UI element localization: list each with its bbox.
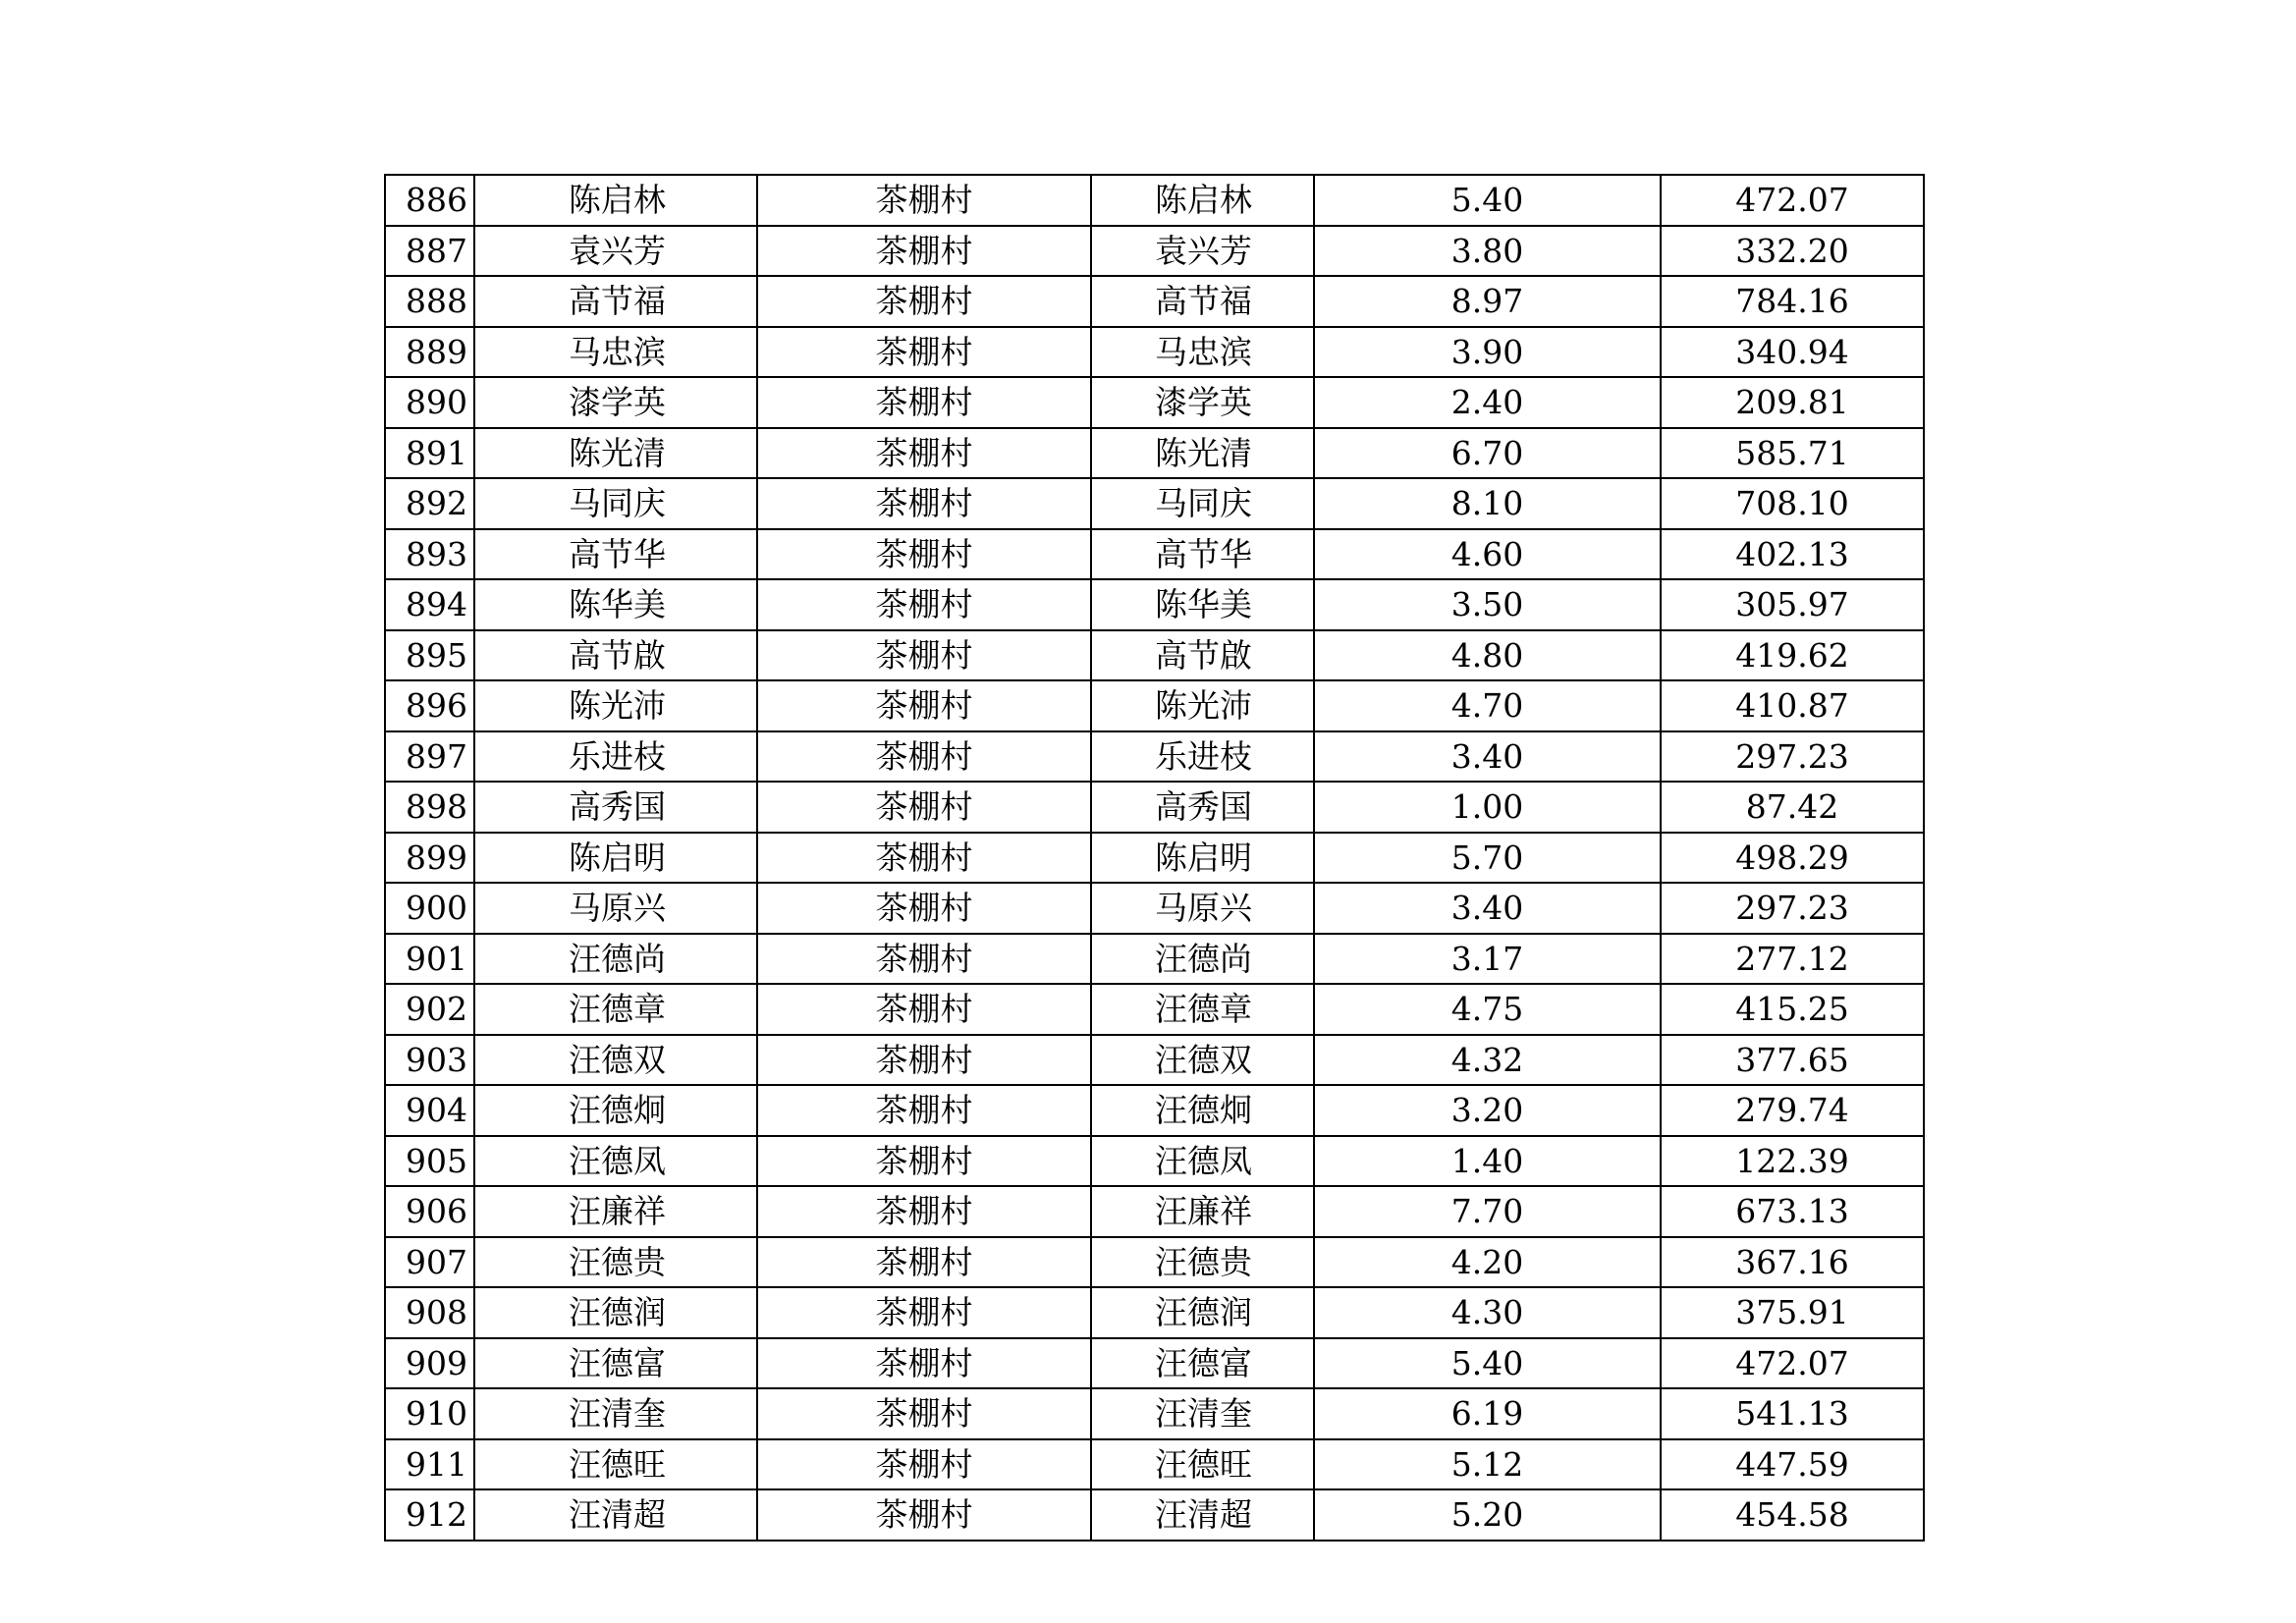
table-row [385, 731, 1924, 783]
village-cell: 茶棚村 [757, 1388, 1091, 1439]
farmer-name-cell: 汪清奎 [474, 1388, 757, 1439]
row-number-cell: 901 [385, 934, 474, 985]
amount-cell: 332.20 [1661, 226, 1924, 277]
area-cell: 3.40 [1314, 731, 1661, 783]
farmer-name-cell: 乐进枝 [474, 731, 757, 783]
amount-cell: 340.94 [1661, 327, 1924, 378]
payee-name-cell: 袁兴芳 [1091, 226, 1314, 277]
payee-name-cell: 汪廉祥 [1091, 1186, 1314, 1237]
amount-cell: 541.13 [1661, 1388, 1924, 1439]
amount-cell: 277.12 [1661, 934, 1924, 985]
village-cell: 茶棚村 [757, 428, 1091, 479]
table-row [385, 1338, 1924, 1389]
village-cell: 茶棚村 [757, 327, 1091, 378]
village-cell: 茶棚村 [757, 529, 1091, 580]
area-cell: 5.40 [1314, 175, 1661, 226]
payee-name-cell: 漆学英 [1091, 377, 1314, 428]
area-cell: 3.17 [1314, 934, 1661, 985]
table-row [385, 1237, 1924, 1288]
farmer-name-cell: 汪德炯 [474, 1085, 757, 1136]
amount-cell: 498.29 [1661, 833, 1924, 884]
village-cell: 茶棚村 [757, 984, 1091, 1035]
village-cell: 茶棚村 [757, 1085, 1091, 1136]
amount-cell: 410.87 [1661, 680, 1924, 731]
payee-name-cell: 汪清奎 [1091, 1388, 1314, 1439]
area-cell: 6.19 [1314, 1388, 1661, 1439]
table-row [385, 1287, 1924, 1338]
payee-name-cell: 马忠滨 [1091, 327, 1314, 378]
row-number-cell: 894 [385, 579, 474, 630]
farmer-name-cell: 马原兴 [474, 883, 757, 934]
area-cell: 5.70 [1314, 833, 1661, 884]
village-cell: 茶棚村 [757, 1439, 1091, 1490]
farmer-name-cell: 汪德尚 [474, 934, 757, 985]
farmer-name-cell: 高节华 [474, 529, 757, 580]
village-cell: 茶棚村 [757, 1338, 1091, 1389]
row-number-cell: 893 [385, 529, 474, 580]
farmer-name-cell: 汪德章 [474, 984, 757, 1035]
area-cell: 3.90 [1314, 327, 1661, 378]
payee-name-cell: 高节华 [1091, 529, 1314, 580]
payee-name-cell: 汪德贵 [1091, 1237, 1314, 1288]
area-cell: 1.00 [1314, 782, 1661, 833]
amount-cell: 415.25 [1661, 984, 1924, 1035]
payee-name-cell: 汪德章 [1091, 984, 1314, 1035]
area-cell: 3.20 [1314, 1085, 1661, 1136]
amount-cell: 305.97 [1661, 579, 1924, 630]
payee-name-cell: 高节福 [1091, 276, 1314, 327]
area-cell: 4.80 [1314, 630, 1661, 681]
row-number-cell: 895 [385, 630, 474, 681]
payee-name-cell: 陈启林 [1091, 175, 1314, 226]
row-number-cell: 902 [385, 984, 474, 1035]
village-cell: 茶棚村 [757, 731, 1091, 783]
amount-cell: 377.65 [1661, 1035, 1924, 1086]
row-number-cell: 903 [385, 1035, 474, 1086]
village-cell: 茶棚村 [757, 1489, 1091, 1541]
table-row [385, 377, 1924, 428]
row-number-cell: 896 [385, 680, 474, 731]
area-cell: 4.32 [1314, 1035, 1661, 1086]
farmer-name-cell: 高节福 [474, 276, 757, 327]
farmer-name-cell: 陈光清 [474, 428, 757, 479]
farmer-name-cell: 陈启林 [474, 175, 757, 226]
payee-name-cell: 陈光沛 [1091, 680, 1314, 731]
area-cell: 4.60 [1314, 529, 1661, 580]
farmer-name-cell: 袁兴芳 [474, 226, 757, 277]
village-cell: 茶棚村 [757, 1035, 1091, 1086]
table-row [385, 1085, 1924, 1136]
village-cell: 茶棚村 [757, 175, 1091, 226]
amount-cell: 419.62 [1661, 630, 1924, 681]
payee-name-cell: 马原兴 [1091, 883, 1314, 934]
table-row [385, 529, 1924, 580]
row-number-cell: 887 [385, 226, 474, 277]
amount-cell: 297.23 [1661, 883, 1924, 934]
payee-name-cell: 汪德炯 [1091, 1085, 1314, 1136]
amount-cell: 784.16 [1661, 276, 1924, 327]
area-cell: 3.50 [1314, 579, 1661, 630]
village-cell: 茶棚村 [757, 478, 1091, 529]
farmer-name-cell: 汪德旺 [474, 1439, 757, 1490]
row-number-cell: 906 [385, 1186, 474, 1237]
row-number-cell: 897 [385, 731, 474, 783]
row-number-cell: 905 [385, 1136, 474, 1187]
amount-cell: 367.16 [1661, 1237, 1924, 1288]
amount-cell: 708.10 [1661, 478, 1924, 529]
table-row [385, 175, 1924, 226]
table-row [385, 782, 1924, 833]
payee-name-cell: 汪清超 [1091, 1489, 1314, 1541]
village-cell: 茶棚村 [757, 1237, 1091, 1288]
row-number-cell: 910 [385, 1388, 474, 1439]
amount-cell: 454.58 [1661, 1489, 1924, 1541]
area-cell: 3.40 [1314, 883, 1661, 934]
amount-cell: 472.07 [1661, 1338, 1924, 1389]
amount-cell: 447.59 [1661, 1439, 1924, 1490]
table-row [385, 478, 1924, 529]
village-cell: 茶棚村 [757, 226, 1091, 277]
row-number-cell: 898 [385, 782, 474, 833]
farmer-name-cell: 陈光沛 [474, 680, 757, 731]
payee-name-cell: 汪德双 [1091, 1035, 1314, 1086]
village-cell: 茶棚村 [757, 680, 1091, 731]
row-number-cell: 908 [385, 1287, 474, 1338]
village-cell: 茶棚村 [757, 934, 1091, 985]
area-cell: 8.97 [1314, 276, 1661, 327]
table-row [385, 276, 1924, 327]
row-number-cell: 892 [385, 478, 474, 529]
payee-name-cell: 汪德富 [1091, 1338, 1314, 1389]
row-number-cell: 891 [385, 428, 474, 479]
payee-name-cell: 马同庆 [1091, 478, 1314, 529]
village-cell: 茶棚村 [757, 1186, 1091, 1237]
payee-name-cell: 汪德尚 [1091, 934, 1314, 985]
area-cell: 3.80 [1314, 226, 1661, 277]
table-row [385, 579, 1924, 630]
village-cell: 茶棚村 [757, 883, 1091, 934]
row-number-cell: 900 [385, 883, 474, 934]
area-cell: 2.40 [1314, 377, 1661, 428]
row-number-cell: 890 [385, 377, 474, 428]
amount-cell: 279.74 [1661, 1085, 1924, 1136]
farmer-name-cell: 漆学英 [474, 377, 757, 428]
table-row [385, 630, 1924, 681]
area-cell: 5.40 [1314, 1338, 1661, 1389]
row-number-cell: 886 [385, 175, 474, 226]
table-row [385, 1136, 1924, 1187]
village-cell: 茶棚村 [757, 1136, 1091, 1187]
payee-name-cell: 高秀国 [1091, 782, 1314, 833]
amount-cell: 673.13 [1661, 1186, 1924, 1237]
farmer-name-cell: 高节啟 [474, 630, 757, 681]
village-cell: 茶棚村 [757, 1287, 1091, 1338]
table-row [385, 680, 1924, 731]
amount-cell: 122.39 [1661, 1136, 1924, 1187]
row-number-cell: 907 [385, 1237, 474, 1288]
farmer-name-cell: 陈启明 [474, 833, 757, 884]
area-cell: 4.70 [1314, 680, 1661, 731]
amount-cell: 585.71 [1661, 428, 1924, 479]
amount-cell: 209.81 [1661, 377, 1924, 428]
payee-name-cell: 陈启明 [1091, 833, 1314, 884]
table-row [385, 1388, 1924, 1439]
table-row [385, 934, 1924, 985]
row-number-cell: 904 [385, 1085, 474, 1136]
table-row [385, 833, 1924, 884]
village-cell: 茶棚村 [757, 276, 1091, 327]
farmer-name-cell: 汪清超 [474, 1489, 757, 1541]
table-row [385, 1439, 1924, 1490]
payee-name-cell: 陈华美 [1091, 579, 1314, 630]
farmer-name-cell: 汪德润 [474, 1287, 757, 1338]
amount-cell: 472.07 [1661, 175, 1924, 226]
row-number-cell: 911 [385, 1439, 474, 1490]
table-row [385, 1186, 1924, 1237]
payee-name-cell: 乐进枝 [1091, 731, 1314, 783]
village-cell: 茶棚村 [757, 833, 1091, 884]
payee-name-cell: 汪德凤 [1091, 1136, 1314, 1187]
village-cell: 茶棚村 [757, 579, 1091, 630]
amount-cell: 402.13 [1661, 529, 1924, 580]
area-cell: 4.30 [1314, 1287, 1661, 1338]
farmer-name-cell: 高秀国 [474, 782, 757, 833]
row-number-cell: 909 [385, 1338, 474, 1389]
table-row [385, 1035, 1924, 1086]
table-row [385, 226, 1924, 277]
amount-cell: 375.91 [1661, 1287, 1924, 1338]
table-row [385, 1489, 1924, 1541]
farmer-name-cell: 汪德凤 [474, 1136, 757, 1187]
row-number-cell: 899 [385, 833, 474, 884]
amount-cell: 297.23 [1661, 731, 1924, 783]
area-cell: 4.75 [1314, 984, 1661, 1035]
area-cell: 4.20 [1314, 1237, 1661, 1288]
table-row [385, 984, 1924, 1035]
payee-name-cell: 高节啟 [1091, 630, 1314, 681]
table-row [385, 327, 1924, 378]
farmer-name-cell: 汪德富 [474, 1338, 757, 1389]
table-body [385, 175, 1924, 1541]
area-cell: 6.70 [1314, 428, 1661, 479]
row-number-cell: 889 [385, 327, 474, 378]
area-cell: 1.40 [1314, 1136, 1661, 1187]
area-cell: 8.10 [1314, 478, 1661, 529]
farmer-name-cell: 汪廉祥 [474, 1186, 757, 1237]
farmer-name-cell: 汪德双 [474, 1035, 757, 1086]
area-cell: 5.12 [1314, 1439, 1661, 1490]
payee-name-cell: 汪德润 [1091, 1287, 1314, 1338]
table-row [385, 428, 1924, 479]
subsidy-table [384, 174, 1925, 1542]
row-number-cell: 912 [385, 1489, 474, 1541]
amount-cell: 87.42 [1661, 782, 1924, 833]
area-cell: 5.20 [1314, 1489, 1661, 1541]
village-cell: 茶棚村 [757, 377, 1091, 428]
farmer-name-cell: 马忠滨 [474, 327, 757, 378]
village-cell: 茶棚村 [757, 630, 1091, 681]
table-row [385, 883, 1924, 934]
farmer-name-cell: 马同庆 [474, 478, 757, 529]
row-number-cell: 888 [385, 276, 474, 327]
farmer-name-cell: 汪德贵 [474, 1237, 757, 1288]
village-cell: 茶棚村 [757, 782, 1091, 833]
payee-name-cell: 陈光清 [1091, 428, 1314, 479]
payee-name-cell: 汪德旺 [1091, 1439, 1314, 1490]
farmer-name-cell: 陈华美 [474, 579, 757, 630]
area-cell: 7.70 [1314, 1186, 1661, 1237]
